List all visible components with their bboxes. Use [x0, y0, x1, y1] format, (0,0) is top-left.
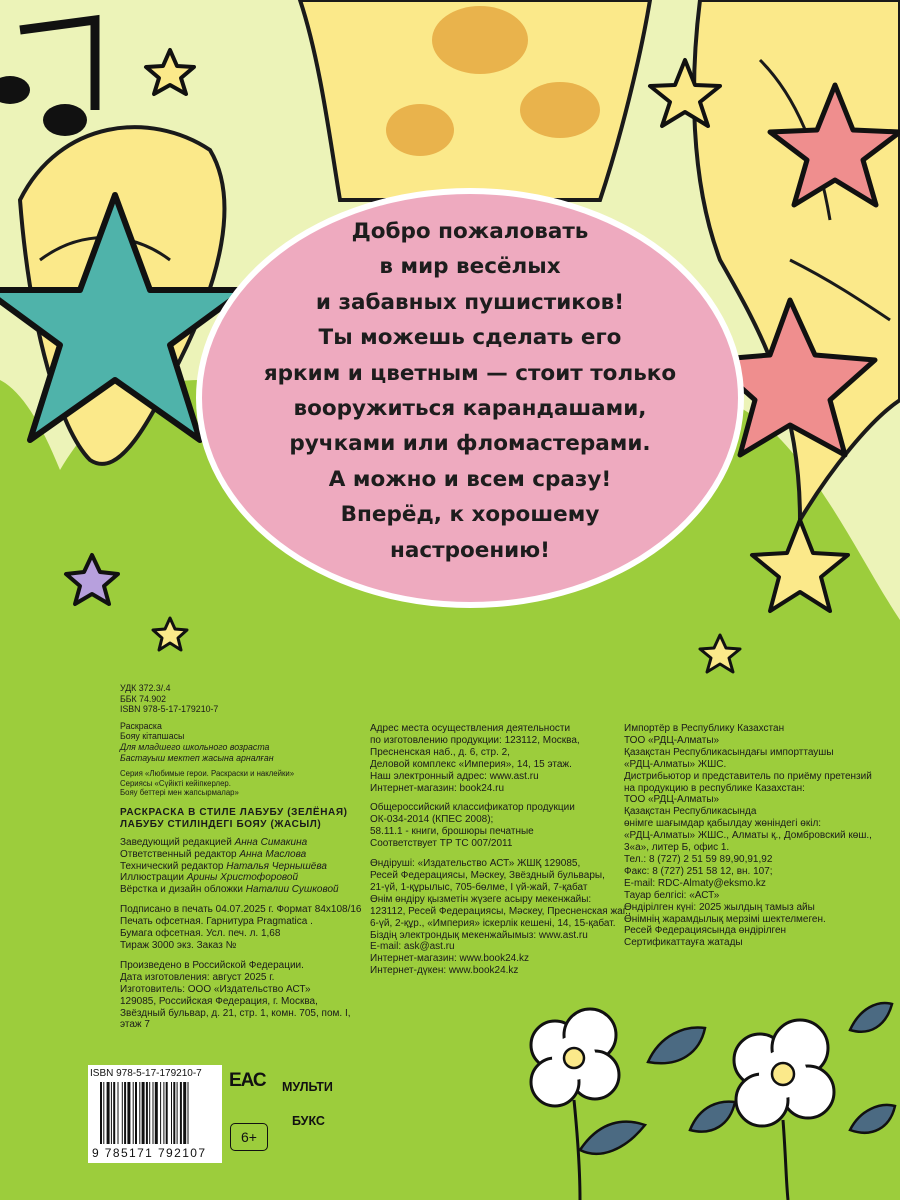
origin-line: Дата изготовления: август 2025 г.: [120, 971, 275, 983]
importer-line: Өнімнің жарамдылық мерзімі шектелмеген.: [624, 913, 826, 925]
barcode-bar: [177, 1082, 178, 1144]
barcode-bar: [118, 1082, 119, 1144]
publisher-logo-line: БУКС: [292, 1114, 325, 1128]
okp-line: Соответствует ТР ТС 007/2011: [370, 838, 513, 850]
kz-line: Өнім өндіру қызметін жүзеге асыру мекенжайы:: [370, 893, 592, 905]
genre-ru: Раскраска: [120, 720, 162, 731]
welcome-line: в мир весёлых: [379, 254, 561, 280]
welcome-line: А можно и всем сразу!: [328, 466, 612, 492]
origin-line: Изготовитель: ООО «Издательство АСТ»: [120, 983, 311, 995]
imprint-middle-column: [370, 723, 631, 977]
credit-line: Заведующий редакцией Анна Симакина: [120, 836, 308, 848]
address-line: Интернет-магазин: book24.ru: [370, 782, 505, 794]
importer-line: Қазақстан Республикасындағы импорттаушы: [624, 746, 834, 758]
importer-line: на продукцию в республике Казахстан:: [624, 782, 805, 794]
credit-line: Технический редактор Наталья Чернышёва: [120, 860, 327, 872]
book-title-kz: ЛАБУБУ СТИЛІНДЕГІ БОЯУ (ЖАСЫЛ): [120, 818, 322, 830]
importer-line: ТОО «РДЦ-Алматы»: [624, 794, 720, 806]
importer-line: E-mail: RDC-Almaty@eksmo.kz: [624, 877, 766, 889]
barcode-bar: [160, 1082, 161, 1144]
origin-line: 129085, Российская Федерация, г. Москва,: [120, 995, 318, 1007]
welcome-text: [196, 214, 744, 568]
address-line: Наш электронный адрес: www.ast.ru: [370, 770, 539, 782]
welcome-line: ярким и цветным — стоит только: [263, 360, 677, 386]
okp-line: Общероссийский классификатор продукции: [370, 802, 575, 814]
audience-ru: Для младшего школьного возраста: [120, 741, 270, 752]
importer-line: Өндірілген күні: 2025 жылдың тамыз айы: [624, 901, 815, 913]
importer-line: Ресей Федерациясында өндірілген: [624, 925, 787, 937]
barcode-bar: [111, 1082, 112, 1144]
importer-line: Импортёр в Республику Казахстан: [624, 723, 785, 734]
credit-line: Иллюстрации Арины Христофоровой: [120, 872, 299, 884]
barcode-bar: [146, 1082, 148, 1144]
importer-line: Дистрибьютор и представитель по приёму претензий: [624, 770, 872, 782]
welcome-line: и забавных пушистиков!: [315, 289, 625, 315]
credit-line: Вёрстка и дизайн обложки Наталии Сушковой: [120, 884, 339, 896]
barcode-bar: [100, 1082, 102, 1144]
credit-line: Ответственный редактор Анна Маслова: [120, 848, 307, 860]
barcode-bar: [107, 1082, 110, 1144]
barcode-bar: [113, 1082, 115, 1144]
importer-line: Тел.: 8 (727) 2 51 59 89,90,91,92: [624, 853, 773, 865]
address-line: Деловой комплекс «Империя», 14, 15 этаж.: [370, 758, 572, 770]
barcode-bar: [166, 1082, 168, 1144]
series-line: Серия «Любимые герои. Раскраски и наклейки»: [120, 769, 295, 779]
kz-line: Ресей Федерациясы, Мәскеу, Звёздный бульвары,: [370, 869, 605, 881]
age-rating-badge: 6+: [230, 1123, 268, 1151]
barcode-bar: [127, 1082, 130, 1144]
barcode-bar: [135, 1082, 137, 1144]
eac-mark: ЕАС: [229, 1070, 266, 1091]
kz-line: 123112, Ресей Федерациясы, Мәскеу, Пресненская жаг.,: [370, 905, 631, 917]
imprint-right-column: [624, 723, 894, 949]
okp-line: 58.11.1 - книги, брошюры печатные: [370, 826, 534, 838]
barcode-bar: [183, 1082, 186, 1144]
audience-kz: Бастауыш мектеп жасына арналған: [120, 752, 274, 763]
barcode-number: 9 785171 792107: [92, 1146, 207, 1160]
print-line: Печать офсетная. Гарнитура Pragmatica .: [120, 916, 313, 928]
barcode-bar: [153, 1082, 154, 1144]
origin-line: этаж 7: [120, 1019, 150, 1031]
importer-line: «РДЦ-Алматы» ЖШС.: [624, 758, 727, 770]
barcode-bar: [163, 1082, 164, 1144]
address-line: по изготовлению продукции: 123112, Москва,: [370, 734, 580, 746]
series-line: Сериясы «Сүйікті кейіпкерлер.: [120, 778, 231, 788]
welcome-line: Ты можешь сделать его: [318, 325, 622, 351]
barcode-bar: [142, 1082, 145, 1144]
origin-line: Произведено в Российской Федерации.: [120, 959, 304, 971]
barcode-bar: [180, 1082, 182, 1144]
kz-line: 6-үй, 2-құр., «Империя» іскерлік кешені, 14, 15-қабат.: [370, 917, 616, 929]
print-line: Тираж 3000 экз. Заказ №: [120, 940, 237, 951]
book-title-ru: РАСКРАСКА В СТИЛЕ ЛАБУБУ (ЗЕЛЁНАЯ): [120, 806, 348, 818]
genre-kz: Бояу кітапшасы: [120, 731, 185, 742]
barcode-bar: [103, 1082, 104, 1144]
kz-line: E-mail: ask@ast.ru: [370, 941, 455, 953]
kz-line: Өндіруші: «Издательство АСТ» ЖШҚ 129085,: [370, 858, 581, 870]
publisher-logo-line: МУЛЬТИ: [282, 1080, 333, 1094]
barcode-isbn-label: ISBN 978-5-17-179210-7: [90, 1068, 202, 1079]
importer-line: Тауар белгісі: «АСТ»: [624, 889, 720, 901]
kz-line: Интернет-магазин: www.book24.kz: [370, 953, 530, 965]
barcode-bar: [173, 1082, 175, 1144]
barcode-bar: [155, 1082, 158, 1144]
importer-line: өнімге шағымдар қабылдау жөніндегі өкіл:: [624, 818, 822, 830]
barcode-bar: [124, 1082, 126, 1144]
classification-bbk: ББК 74.902: [120, 693, 167, 704]
address-line: Пресненская наб., д. 6, стр. 2,: [370, 746, 510, 758]
barcode-bar: [122, 1082, 123, 1144]
kz-line: Интернет-дүкен: www.book24.kz: [370, 965, 519, 977]
barcode-bar: [139, 1082, 140, 1144]
barcode-bar: [171, 1082, 172, 1144]
series-line: Бояу беттері мен жапсырмалар»: [120, 788, 239, 798]
importer-line: ТОО «РДЦ-Алматы»: [624, 734, 720, 746]
barcode-bar: [188, 1082, 189, 1144]
importer-line: «РДЦ-Алматы» ЖШС., Алматы қ., Домбровский көш.,: [624, 830, 872, 842]
barcode-bar: [133, 1082, 134, 1144]
classification-isbn: ISBN 978-5-17-179210-7: [120, 704, 219, 715]
barcode-bars: [100, 1082, 216, 1144]
print-line: Бумага офсетная. Усл. печ. л. 1,68: [120, 928, 281, 940]
importer-line: Қазақстан Республикасында: [624, 806, 757, 818]
publisher-logo: [282, 1072, 333, 1142]
importer-line: Факс: 8 (727) 251 58 12, вн. 107;: [624, 865, 773, 877]
imprint-left-column: [120, 683, 360, 1031]
welcome-line: Вперёд, к хорошему: [340, 502, 600, 528]
address-line: Адрес места осуществления деятельности: [370, 723, 571, 734]
classification-udk: УДК 372.3/.4: [120, 683, 171, 693]
welcome-line: вооружиться карандашами,: [293, 396, 647, 422]
kz-line: 21-үй, 1-құрылыс, 705-бөлме, I үй-жай, 7-қабат: [370, 881, 588, 893]
welcome-line: настроению!: [390, 537, 550, 563]
importer-line: Сертификаттауға жатады: [624, 937, 743, 949]
okp-line: ОК-034-2014 (КПЕС 2008);: [370, 814, 494, 826]
welcome-line: ручками или фломастерами.: [289, 431, 651, 457]
print-line: Подписано в печать 04.07.2025 г. Формат 84x108/16: [120, 904, 362, 916]
kz-line: Біздің электрондық мекенжайымыз: www.ast.ru: [370, 929, 588, 941]
importer-line: 3«а», литер Б, офис 1.: [624, 842, 730, 854]
welcome-line: Добро пожаловать: [351, 219, 589, 244]
origin-line: Звёздный бульвар, д. 21, стр. 1, комн. 705, пом. I,: [120, 1007, 351, 1019]
barcode-bar: [149, 1082, 150, 1144]
